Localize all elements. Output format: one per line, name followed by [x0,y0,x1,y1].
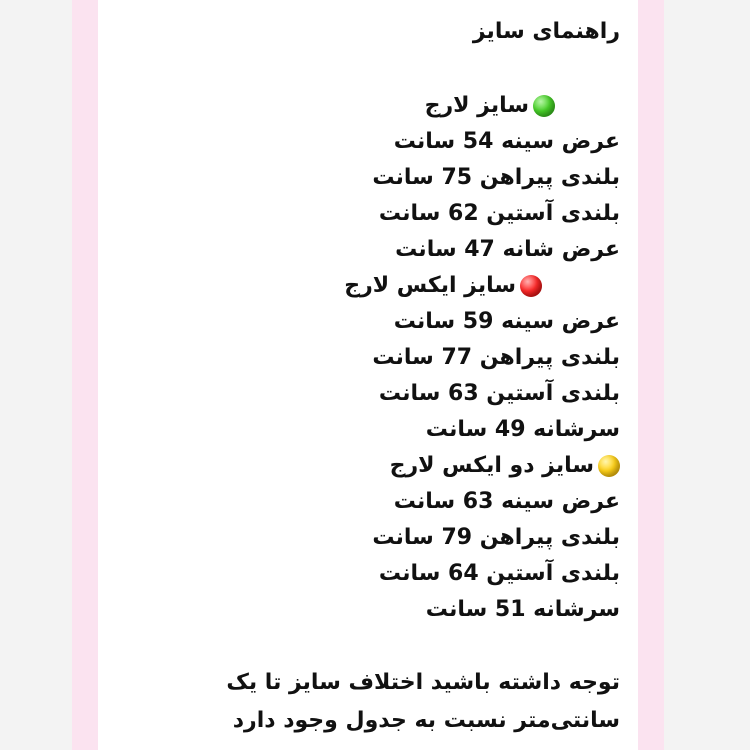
size-line: بلندی آستین 63 سانت [378,381,620,406]
yellow-circle-icon [598,455,620,477]
size-heading-label: سایز ایکس لارج [344,273,516,298]
size-line: سرشانه 51 سانت [425,597,620,622]
post-title: راهنمای سایز [472,19,620,44]
size-note [200,664,620,740]
red-circle-icon [520,275,542,297]
note-line: توجه داشته باشید اختلاف سایز تا یک [226,670,620,695]
size-line: عرض سینه 63 سانت [393,489,620,514]
size-line: عرض سینه 54 سانت [393,129,620,154]
size-line: بلندی پیراهن 77 سانت [372,345,620,370]
size-line: بلندی آستین 64 سانت [378,561,620,586]
size-heading-2xlarge [200,448,620,484]
size-line: عرض شانه 47 سانت [395,237,620,262]
size-line: بلندی آستین 62 سانت [378,201,620,226]
post-content [200,14,620,740]
size-heading-label: سایز لارج [424,93,529,118]
size-line: سرشانه 49 سانت [425,417,620,442]
size-line: بلندی پیراهن 79 سانت [372,525,620,550]
size-line: بلندی پیراهن 75 سانت [372,165,620,190]
note-line: سانتی‌متر نسبت به جدول وجود دارد [232,708,620,733]
size-heading-xlarge [200,268,620,304]
size-line: عرض سینه 59 سانت [393,309,620,334]
size-heading-large [200,88,620,124]
green-circle-icon [533,95,555,117]
size-heading-label: سایز دو ایکس لارج [389,453,594,478]
